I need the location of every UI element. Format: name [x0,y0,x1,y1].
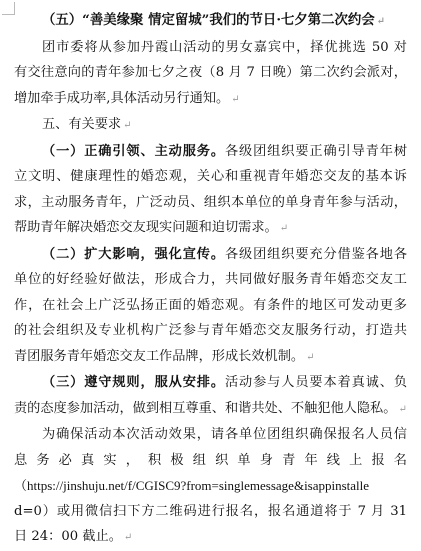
final-line4: d=0）或用微信扫下方二维码进行报名，报名通道将于 7 月 31 [14,503,407,519]
req2-line5 [14,344,407,371]
final-line5 [14,524,407,551]
req2-line5-text: 青团服务青年婚恋交友工作品牌，形成长效机制。 [14,348,305,364]
final-line5-text: 日 24：00 截止。 [14,529,122,544]
req3-line1 [14,370,407,396]
para1-line2: 有交往意向的青年参加七夕之夜（8 月 7 日晚）第二次约会派对， [14,65,407,80]
paragraph-mark-icon: ↵ [123,120,132,131]
paragraph-mark-icon: ↵ [306,351,315,363]
req3-title: 遵守规则，服从安排。 [84,375,225,390]
paragraph-mark-icon: ↵ [398,403,407,415]
req2-line4: 的社会组织及专业机构广泛参与青年婚恋交友服务行动，打造共 [14,323,407,338]
req1-number: （一） [42,143,85,159]
final-line2: 息务必真实，积极组织单身青年线上报名 [14,452,407,468]
section5-title [14,112,407,139]
req2-line1 [14,242,407,268]
req1-line3: 求，主动服务青年，广泛动员、组织本单位的单身青年参与活动， [14,194,407,210]
req3-text: 活动参与人员要本着真诚、负 [224,375,407,390]
heading-prefix: （五） [42,12,83,28]
req3-line2-text: 责的态度参加活动，做到相互尊重、和谐共处、不触犯他人隐私。 [14,400,397,416]
section-heading [14,8,407,35]
paragraph-mark-icon: ↵ [376,16,386,27]
paragraph-mark-icon: ↵ [123,532,133,543]
req1-line4 [14,215,407,242]
paragraph-mark-icon: ↵ [231,93,240,105]
req2-title: 扩大影响，强化宣传。 [84,246,225,262]
req1-line1 [14,139,407,165]
req3-line2 [14,396,407,423]
para1-line3-text: 增加牵手成功率,具体活动另行通知。 [14,90,230,106]
req2-line3: 作，在社会上广泛弘扬正面的婚恋观。有条件的地区可发动更多 [14,297,407,313]
req3-number: （三） [42,375,85,390]
req1-text: 各级团组织要正确引导青年树 [224,143,407,159]
req1-title: 正确引领、主动服务。 [84,143,225,159]
registration-url: （https://jinshuju.net/f/CGISC9?from=singlemessage&isappinstalle [14,478,370,493]
req2-number: （二） [42,246,85,262]
req1-line2: 立文明、健康理性的婚恋观，关心和重视青年婚恋交友的基本诉 [14,169,407,184]
req2-line2: 单位的好经验好做法，形成合力，共同做好服务青年婚恋交友工 [14,272,407,287]
para1-line1: 团市委将从参加丹霞山活动的男女嘉宾中，择优挑选 50 对 [42,39,407,55]
margin-corner-mark [2,2,15,15]
req2-text: 各级团组织要充分借鉴各地各 [224,246,407,262]
req1-line4-text: 帮助青年解决婚恋交友现实问题和迫切需求。 [14,220,278,235]
final-line1: 为确保活动本次活动效果，请各单位团组织确保报名人员信 [42,427,407,442]
para1-line3 [14,86,407,113]
heading-text: “善美缘聚 情定留城”我们的节日·七夕第二次约会 [82,12,375,28]
paragraph-mark-icon: ↵ [279,223,289,234]
section5-title-text: 五、有关要求 [42,117,122,132]
